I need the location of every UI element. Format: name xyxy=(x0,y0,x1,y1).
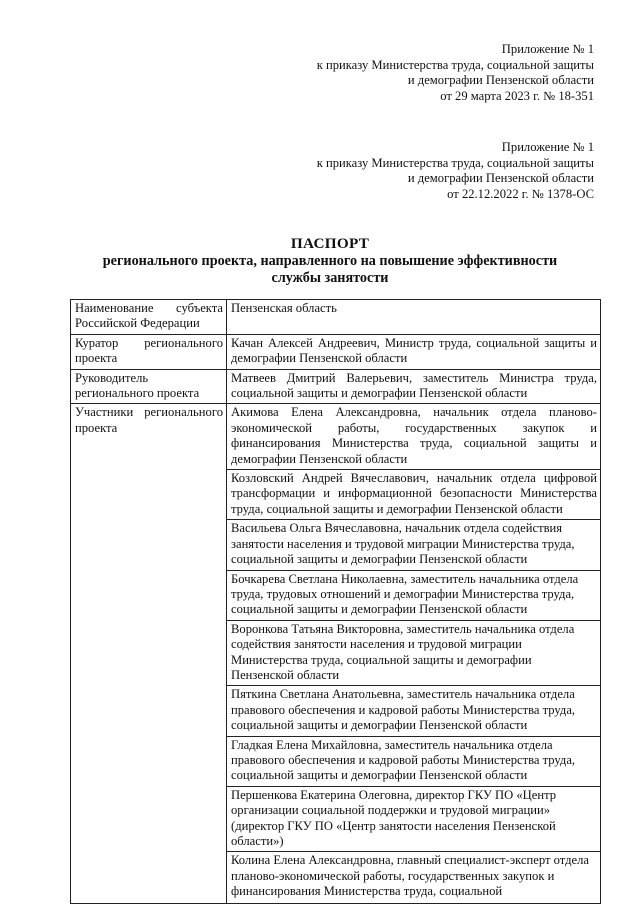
appendix-current-title: Приложение № 1 xyxy=(501,42,594,56)
row-label-head: Руководитель регионального проекта xyxy=(71,369,227,404)
appendix-current-date: от 29 марта 2023 г. № 18-351 xyxy=(440,88,594,103)
table-row xyxy=(71,300,601,335)
appendix-current-ministry: и демографии Пензенской области xyxy=(407,73,594,88)
participant-item-truncated xyxy=(227,852,601,904)
participant-item: Воронкова Татьяна Викторовна, заместитель начальника отдела содействия занятости населения и трудовой миграции Министерства труда, социальной защиты и демографии Пензенской области xyxy=(227,620,601,686)
title-subtitle-line1: регионального проекта, направленного на повышение эффективности xyxy=(102,252,558,269)
title-main: ПАСПОРТ xyxy=(290,235,370,252)
table-row xyxy=(71,369,601,404)
appendix-original-block xyxy=(317,140,594,202)
appendix-original-title: Приложение № 1 xyxy=(501,140,594,154)
passport-table xyxy=(70,299,601,904)
row-label-curator: Куратор регионального проекта xyxy=(71,334,227,369)
participant-item: Колина Елена Александровна, главный специалист-эксперт отдела планово-экономической работы, государственных закупок и финансирования Министерства труда, социальной xyxy=(231,853,589,899)
participant-item: Пяткина Светлана Анатольевна, заместитель начальника отдела правового обеспечения и кадровой работы Министерства труда, социальной защиты и демографии Пензенской области xyxy=(227,686,601,736)
participant-item: Васильева Ольга Вячеславовна, начальник отдела содействия занятости населения и трудовой миграции Министерства труда, социальной защиты и демографии Пензенской области xyxy=(227,520,601,570)
row-value-curator: Качан Алексей Андреевич, Министр труда, социальной защиты и демографии Пензенской области xyxy=(227,334,601,369)
document-title xyxy=(60,235,600,288)
participant-item: Гладкая Елена Михайловна, заместитель начальника отдела правового обеспечения и кадровой работы Министерства труда, социальной защиты и демографии Пензенской области xyxy=(227,736,601,786)
participant-item: Бочкарева Светлана Николаевна, заместитель начальника отдела труда, трудовых отношений и демографии Министерства труда, социальной защиты и демографии Пензенской области xyxy=(227,570,601,620)
participant-item: Акимова Елена Александровна, начальник отдела планово-экономической работы, государственных закупок и финансирования Министерства труда, социальной защиты и демографии Пензенской области xyxy=(227,404,601,470)
table-row xyxy=(71,334,601,369)
table-row xyxy=(71,404,601,470)
appendix-original-ministry: и демографии Пензенской области xyxy=(407,171,594,186)
appendix-current-block xyxy=(317,42,594,104)
appendix-original-date: от 22.12.2022 г. № 1378-ОС xyxy=(447,186,594,201)
row-label-subject: Наименование субъекта Российской Федерации xyxy=(71,300,227,335)
participants-label: Участники регионального проекта xyxy=(71,404,227,904)
appendix-original-order: к приказу Министерства труда, социальной защиты xyxy=(316,155,594,170)
title-subtitle-line2: службы занятости xyxy=(271,270,389,286)
participant-item: Козловский Андрей Вячеславович, начальник отдела цифровой трансформации и информационной безопасности Министерства труда, социальной защиты и демографии Пензенской области xyxy=(227,470,601,520)
row-value-head: Матвеев Дмитрий Валерьевич, заместитель Министра труда, социальной защиты и демографии Пензенской области xyxy=(227,369,601,404)
row-value-subject: Пензенская область xyxy=(227,300,601,335)
participant-item: Першенкова Екатерина Олеговна, директор ГКУ ПО «Центр организации социальной поддержки и трудовой миграции» (директор ГКУ ПО «Центр занятости населения Пензенской области») xyxy=(227,786,601,852)
appendix-current-order: к приказу Министерства труда, социальной защиты xyxy=(316,57,594,72)
